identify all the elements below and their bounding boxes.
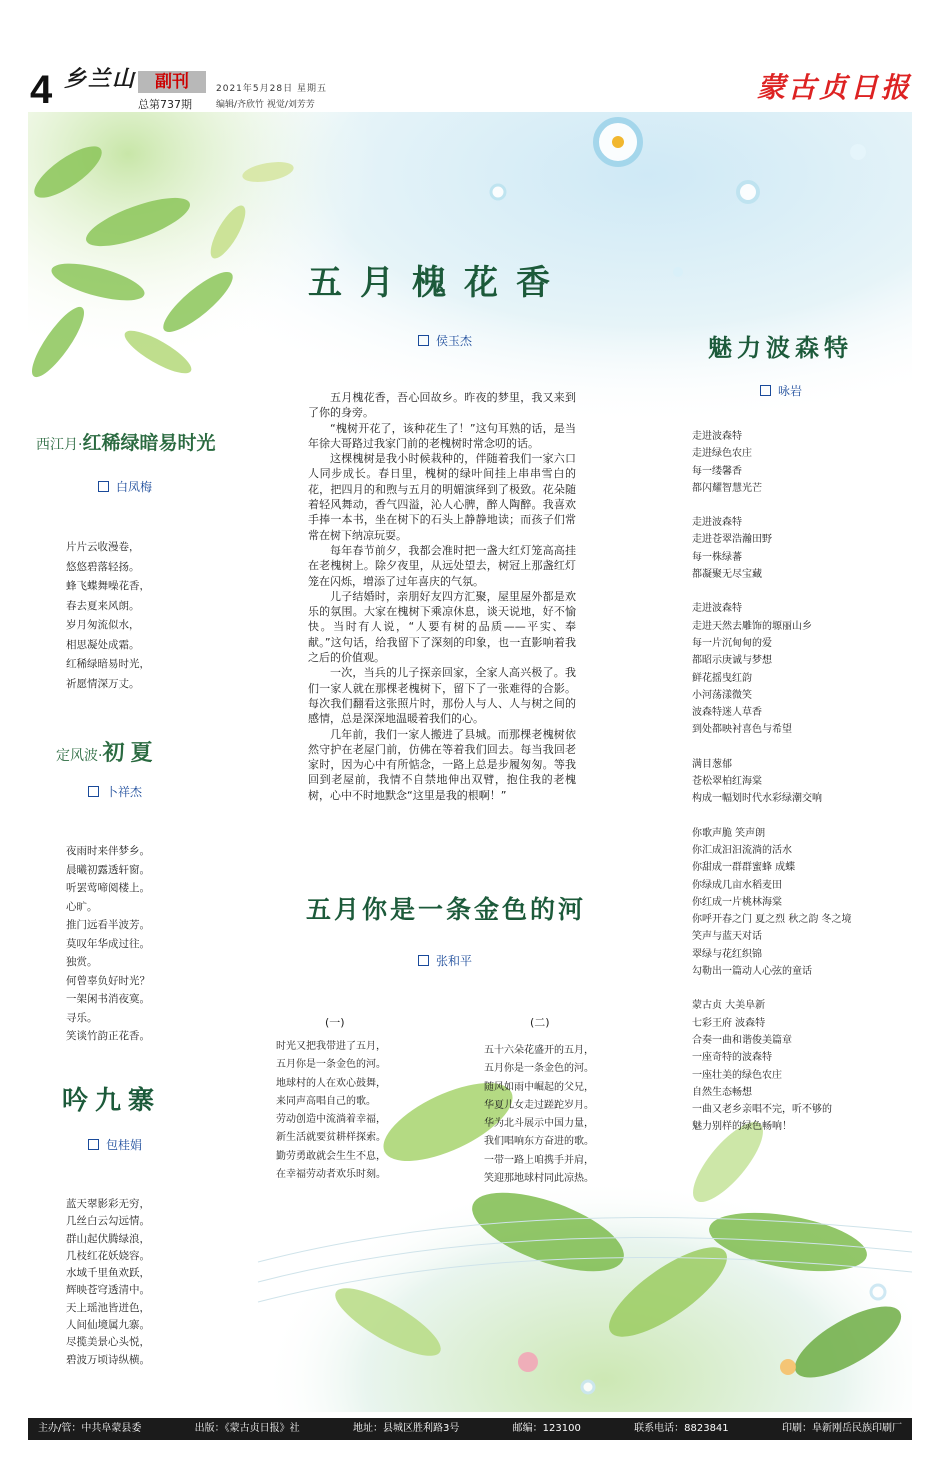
poem-line: 七彩王府 波森特 xyxy=(692,1017,766,1029)
poem-line: 独赏。 xyxy=(66,956,98,968)
poem-line: 在幸福劳动者欢乐时刻。 xyxy=(276,1169,386,1181)
poem-line: 你绿成几亩水稻麦田 xyxy=(692,879,782,891)
poem-line: 你红成一片桃林海棠 xyxy=(692,896,782,908)
date-line: 2021年5月28日 星期五 xyxy=(216,84,327,94)
stanza xyxy=(692,997,852,1135)
poem-line: 你歌声脆 笑声朗 xyxy=(692,827,766,839)
poem-line: 小河荡漾微笑 xyxy=(692,689,752,701)
poem-line: 五月你是一条金色的河。 xyxy=(276,1059,386,1071)
poem-line: 都闪耀智慧光芒 xyxy=(692,482,762,494)
essay-paragraph: 一次，当兵的儿子探亲回家，全家人高兴极了。我们一家人就在那棵老槐树下，留下了一张难得的合影。每次我们翻看这张照片时，那份人与人、人与树之间的感情，总是深深地温暖着我们的心。 xyxy=(308,666,576,726)
essay-paragraph: 每年春节前夕，我都会准时把一盏大红灯笼高高挂在老槐树上。除夕夜里，从远处望去，树冠上那盏红灯笼在闪烁，增添了过年喜庆的气氛。 xyxy=(308,543,576,588)
poem-line: 你呼开春之门 夏之烈 秋之韵 冬之境 xyxy=(692,914,852,926)
poem-line: 新生活就要贫耕样探索。 xyxy=(276,1132,386,1144)
poem-golden-river-title: 五月你是一条金色的河 xyxy=(306,895,587,924)
issue-number: 总第737期 xyxy=(138,98,192,111)
poem-line: 波森特迷人草香 xyxy=(692,707,762,719)
poem-line: 碧波万顷诗纵横。 xyxy=(66,1353,150,1366)
poem-xijiang-author: 白凤梅 xyxy=(98,478,152,495)
essay-paragraph: 几年前，我们一家人搬进了县城。而那棵老槐树依然守护在老屋门前，仿佛在等着我们回去。每当我回老家时，因为心中有所惦念，一路上总是步履匆匆。等我回到老屋前，我情不自禁地伸出双臂，抱住我的老槐树，心中不时地默念“这里是我的根啊！” xyxy=(308,727,576,802)
essay-paragraph: 五月槐花香，吾心回故乡。昨夜的梦里，我又来到了你的身旁。 xyxy=(308,391,576,420)
poem-line: 蜂飞蝶舞噪花香， xyxy=(66,580,150,592)
poem-boshente-body xyxy=(692,428,852,1136)
poem-golden-river-part2 xyxy=(484,1042,594,1188)
essay-paragraph: 儿子结婚时，亲朋好友四方汇聚，屋里屋外都是欢乐的氛围。大家在槐树下乘凉休息，谈天说地，好不愉快。当时有人说，“人要有树的品质——平实、奉献。”这句话，给我留下了深刻的印象，也一直影响着我之后的价值观。 xyxy=(308,589,576,665)
essay-paragraph: 这棵槐树是我小时候栽种的，伴随着我们一家六口人同步成长。春日里，槐树的绿叶间挂上串串雪白的花，把四月的和煦与五月的明媚演绎到了极致。花朵随着轻风舞动，香气四溢，沁人心脾，醉人陶醉。我喜欢手捧一本书，坐在树下的石头上静静地读；而孩子们常常在树下纳凉玩耍。 xyxy=(308,452,576,542)
poem-line: 寻乐。 xyxy=(66,1011,98,1024)
poem-yinjiuzhai-body xyxy=(66,1196,150,1369)
section-tab: 副刊 xyxy=(138,71,206,93)
poem-line: 何曾辜负好时光？ xyxy=(66,974,150,987)
poem-line: 悠悠碧落轻扬。 xyxy=(66,560,140,573)
poem-line: 翠绿与花红织锦 xyxy=(692,948,762,960)
poem-line: 五十六朵花盛开的五月， xyxy=(484,1045,594,1056)
footer-phone: 联系电话：8823841 xyxy=(634,1423,729,1434)
poem-line: 相思凝处成霜。 xyxy=(66,638,140,651)
poem-line: 走进绿色农庄 xyxy=(692,448,752,460)
page-number: 4 xyxy=(30,68,53,112)
poem-line: 走进波森特 xyxy=(692,517,742,529)
footer-publisher: 出版：《蒙古贞日报》社 xyxy=(194,1423,300,1434)
essay-author: 侯玉杰 xyxy=(418,332,472,349)
poem-line: 你汇成汩汩流淌的活水 xyxy=(692,844,792,856)
poem-line: 祈愿情深万丈。 xyxy=(66,677,140,690)
column-logo: 乡兰山 xyxy=(64,66,137,92)
essay-body xyxy=(308,390,576,803)
poem-golden-river-part1 xyxy=(276,1038,386,1184)
poem-line: 晨曦初露透轩窗。 xyxy=(66,863,150,876)
poem-line: 水域千里鱼欢跃， xyxy=(66,1267,150,1280)
poem-line: 华夏儿女走过蹉跎岁月。 xyxy=(484,1099,594,1111)
poem-line: 合奏一曲和谐俊美篇章 xyxy=(692,1034,792,1046)
poem-dingfengbo-author: 卜祥杰 xyxy=(88,783,142,800)
poem-line: 推门远看半波芳。 xyxy=(66,919,150,931)
poem-line: 每一缕馨香 xyxy=(692,465,742,477)
poem-line: 随风如雨中崛起的父兄， xyxy=(484,1081,594,1093)
poem-line: 都凝聚无尽宝藏 xyxy=(692,569,762,581)
poem-line: 魅力别样的绿色畅响！ xyxy=(692,1121,792,1133)
footer-address: 地址：县城区胜利路3号 xyxy=(352,1423,460,1434)
poem-line: 构成一幅划时代水彩绿潮交响 xyxy=(692,793,822,805)
stanza xyxy=(692,756,852,808)
stanza xyxy=(692,514,852,583)
poem-xijiang-heading xyxy=(36,428,215,455)
stanza xyxy=(692,428,852,497)
poem-line: 夜雨时来伴梦乡。 xyxy=(66,845,150,857)
poem-line: 苍松翠柏红海棠 xyxy=(692,776,762,788)
poem-line: 劳动创造中流淌着幸福， xyxy=(276,1114,386,1126)
poem-line: 勤劳勇敢就会生生不息， xyxy=(276,1150,386,1162)
poem-line: 每一片沉甸甸的爱 xyxy=(692,637,772,649)
footer-printer: 印刷：阜新刚岳民族印刷厂 xyxy=(781,1423,902,1434)
poem-line: 时光又把我带进了五月， xyxy=(276,1041,386,1052)
poem-line: 尽揽美景心头悦， xyxy=(66,1336,150,1349)
poem-boshente-author: 咏岩 xyxy=(760,382,802,399)
poem-line: 心旷。 xyxy=(66,900,98,913)
poem-line: 来同声高唱自己的歌。 xyxy=(276,1095,376,1107)
poem-line: 一座壮美的绿色农庄 xyxy=(692,1069,782,1081)
poem-line: 片片云收漫卷， xyxy=(66,541,140,553)
poem-line: 走进苍翠浩瀚田野 xyxy=(692,534,772,546)
poem-line: 华为北斗展示中国力量， xyxy=(484,1118,594,1130)
poem-line: 一架闲书消夜寞。 xyxy=(66,993,150,1005)
poem-line: 人间仙境属九寨。 xyxy=(66,1319,150,1332)
poem-line: 到处都映衬喜色与希望 xyxy=(692,724,792,736)
poem-line: 春去夏来风朗。 xyxy=(66,599,140,612)
poem-line: 我们唱响东方奋进的歌。 xyxy=(484,1136,594,1148)
poem-line: 天上瑶池皆迸色， xyxy=(66,1301,150,1314)
poem-line: 走进波森特 xyxy=(692,431,742,442)
poem-xijiang-body xyxy=(66,538,150,694)
editors-line: 编辑/齐欣竹 视觉/刘芳芳 xyxy=(216,100,315,110)
poem-line: 莫叹年华成过往。 xyxy=(66,937,150,950)
poem-boshente-title: 魅力波森特 xyxy=(708,333,853,362)
masthead xyxy=(0,0,940,112)
footer-bar xyxy=(28,1418,912,1440)
footer-postcode: 邮编：123100 xyxy=(512,1423,581,1434)
poem-dingfengbo-title: 初夏 xyxy=(102,740,159,766)
poem-line: 几丝白云勾远情。 xyxy=(66,1215,150,1228)
poem-dingfengbo-body xyxy=(66,842,150,1046)
stanza xyxy=(692,600,852,738)
paper-name-logo: 蒙古贞日报 xyxy=(756,71,912,104)
poem-xijiang-prefix: 西江月· xyxy=(36,437,83,453)
poem-line: 蓝天翠影彩无穷， xyxy=(66,1198,150,1210)
poem-xijiang-title: 红稀绿暗易时光 xyxy=(82,432,216,454)
poem-line: 群山起伏腾绿浪， xyxy=(66,1232,150,1245)
poem-yinjiuzhai-title: 吟九寨 xyxy=(62,1086,162,1116)
poem-line: 鲜花摇曳红韵 xyxy=(692,672,752,684)
stanza xyxy=(692,825,852,981)
poem-line: 走进天然去雕饰的塬丽山乡 xyxy=(692,620,812,632)
essay-title: 五月槐花香 xyxy=(308,263,568,303)
poem-line: 听罢莺啼阅楼上。 xyxy=(66,882,150,894)
poem-line: 蒙古贞 大美阜新 xyxy=(692,1000,766,1012)
poem-dingfengbo-heading xyxy=(56,736,158,767)
poem-line: 一座奇特的波森特 xyxy=(692,1052,772,1064)
poem-line: 自然生态畅想 xyxy=(692,1086,752,1098)
poem-line: 红稀绿暗易时光， xyxy=(66,658,150,670)
poem-line: 都昭示庚诚与梦想 xyxy=(692,655,772,667)
poem-golden-river-author: 张和平 xyxy=(418,952,472,969)
poem-line: 五月你是一条金色的河。 xyxy=(484,1063,594,1075)
poem-dingfengbo-prefix: 定风波· xyxy=(56,748,103,764)
poem-line: 一带一路上咱携手并肩， xyxy=(484,1154,594,1166)
poem-line: 满目葱郁 xyxy=(692,758,732,770)
poem-line: 每一株绿蕃 xyxy=(692,551,742,563)
poem-line: 你甜成一群群蜜蜂 成蝶 xyxy=(692,862,796,874)
essay-paragraph: “槐树开花了，该种花生了！”这句耳熟的话，是当年徐大哥路过我家门前的老槐树时常念叨的话。 xyxy=(308,421,576,450)
poem-line: 几枝红花妖娆容。 xyxy=(66,1249,150,1262)
poem-yinjiuzhai-author: 包桂娟 xyxy=(88,1136,142,1153)
poem-line: 地球村的人在欢心鼓舞， xyxy=(276,1077,386,1089)
poem-part-label-1: (一) xyxy=(325,1016,345,1029)
poem-line: 走进波森特 xyxy=(692,603,742,615)
poem-line: 辉映苍穹透清中。 xyxy=(66,1284,150,1297)
poem-line: 笑声与蓝天对话 xyxy=(692,931,762,943)
poem-line: 勾勒出一篇动人心弦的童话 xyxy=(692,966,812,978)
poem-line: 一曲又老乡亲唱不完，听不够的 xyxy=(692,1104,832,1116)
footer-sponsor: 主办/管：中共阜蒙县委 xyxy=(38,1423,142,1434)
poem-line: 岁月匆流似水， xyxy=(66,619,140,631)
poem-line: 笑谈竹韵正花香。 xyxy=(66,1030,150,1042)
poem-part-label-2: (二) xyxy=(530,1016,550,1029)
poem-line: 笑迎那地球村同此凉热。 xyxy=(484,1173,594,1185)
